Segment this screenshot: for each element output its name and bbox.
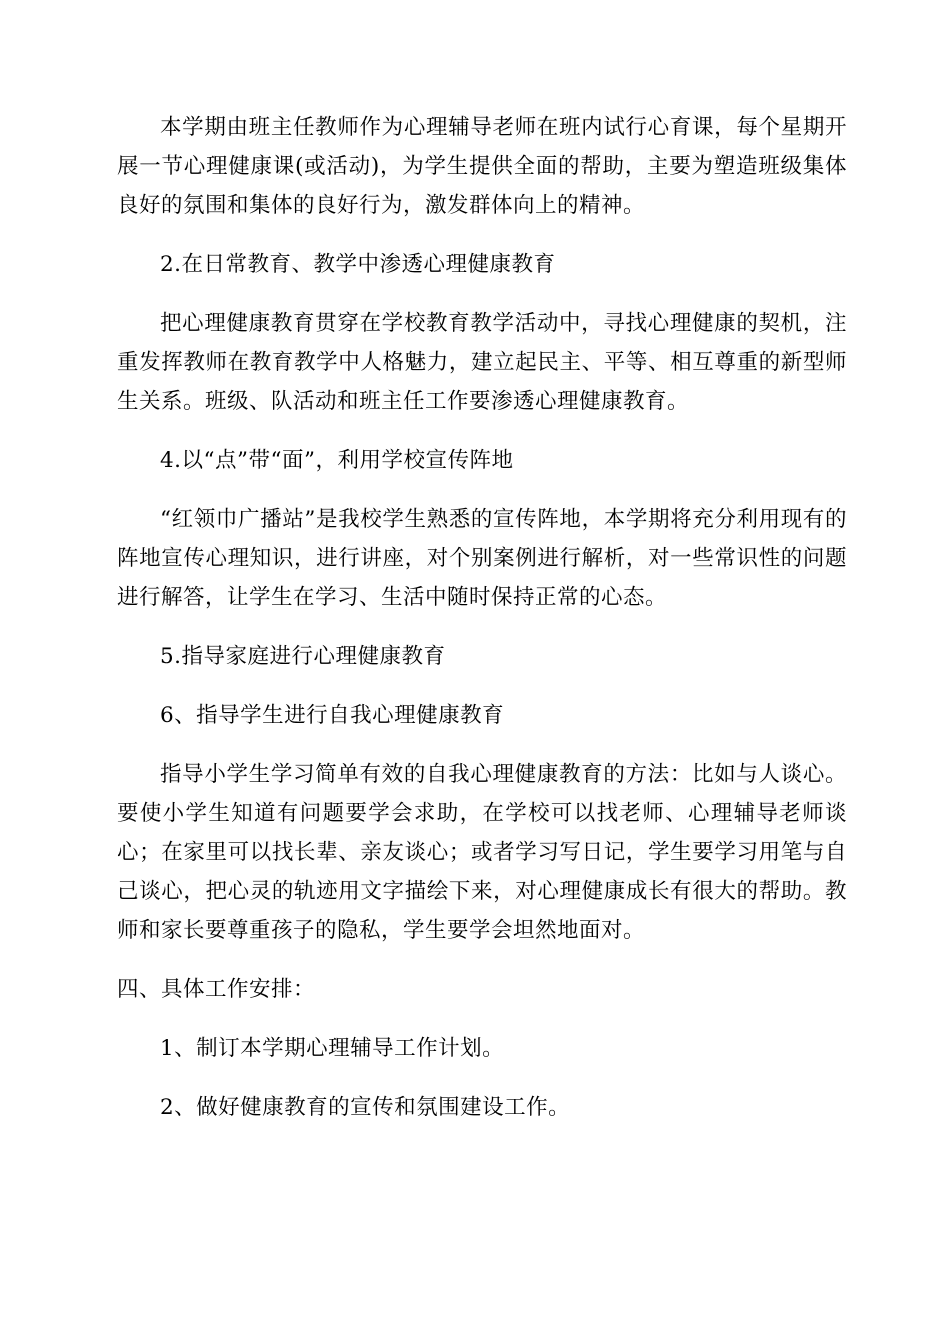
- heading-self-guidance: 6、指导学生进行自我心理健康教育: [160, 703, 505, 728]
- paragraph-self-guidance: 指导小学生学习简单有效的自我心理健康教育的方法：比如与人谈心。要使小学生知道有问题要学会求助，在学校可以找老师、心理辅导老师谈心；在家里可以找长辈、亲友谈心；或者学习写日记，学生要学习用笔与自己谈心，把心灵的轨迹用文字描绘下来，对心理健康成长有很大的帮助。教师和家长要尊重孩子的隐私，学生要学会坦然地面对。: [117, 762, 847, 943]
- paragraph-daily-teaching: 把心理健康教育贯穿在学校教育教学活动中，寻找心理健康的契机，注重发挥教师在教育教学中人格魅力，建立起民主、平等、相互尊重的新型师生关系。班级、队活动和班主任工作要渗透心理健康教育。: [117, 311, 847, 414]
- section-heading-work-arrangement: 四、具体工作安排：: [117, 977, 316, 1002]
- paragraph-publicity: “红领巾广播站”是我校学生熟悉的宣传阵地，本学期将充分利用现有的阵地宣传心理知识，进行讲座，对个别案例进行解析，对一些常识性的问题进行解答，让学生在学习、生活中随时保持正常的心态。: [117, 507, 847, 610]
- list-item-plan: 1、制订本学期心理辅导工作计划。: [160, 1036, 505, 1061]
- heading-publicity: 4.以“点”带“面”，利用学校宣传阵地: [160, 448, 514, 473]
- heading-family-guidance: 5.指导家庭进行心理健康教育: [160, 644, 446, 669]
- paragraph-class-counseling: 本学期由班主任教师作为心理辅导老师在班内试行心育课，每个星期开展一节心理健康课(或活动)，为学生提供全面的帮助，主要为塑造班级集体良好的氛围和集体的良好行为，激发群体向上的精神。: [117, 115, 847, 218]
- heading-daily-teaching: 2.在日常教育、教学中渗透心理健康教育: [160, 252, 556, 277]
- list-item-publicity-work: 2、做好健康教育的宣传和氛围建设工作。: [160, 1095, 571, 1120]
- document-body: [117, 108, 847, 1127]
